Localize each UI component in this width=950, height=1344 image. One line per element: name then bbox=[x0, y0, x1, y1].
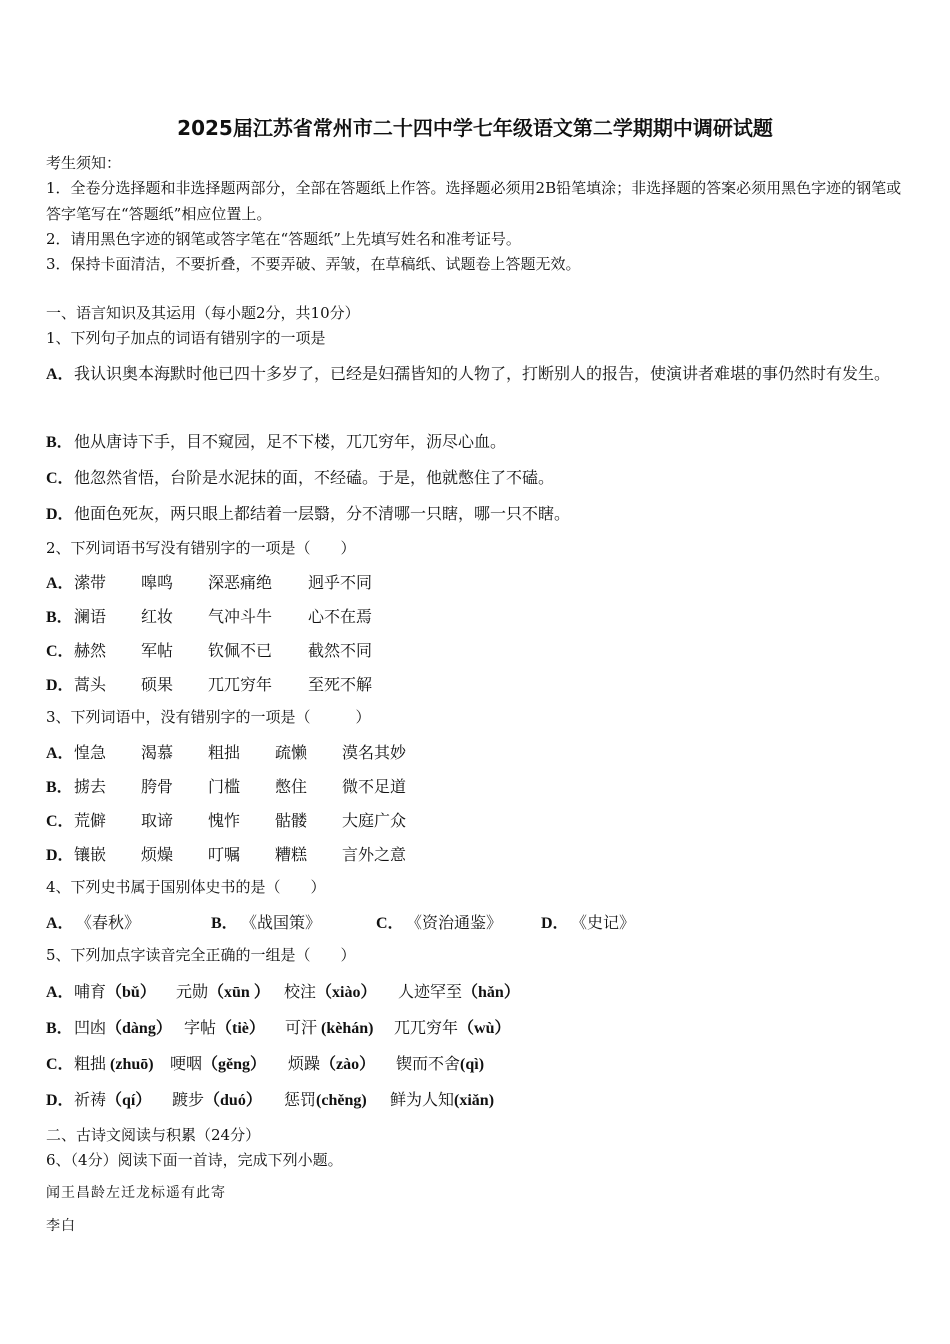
pinyin: （xūn ） bbox=[208, 984, 270, 1001]
word: 踱步 bbox=[172, 1090, 205, 1109]
q4-option-d[interactable] bbox=[541, 910, 635, 933]
q4-option-a[interactable] bbox=[46, 910, 211, 933]
word: 微不足道 bbox=[342, 777, 407, 796]
page-title: 2025届江苏省常州市二十四中学七年级语文第二学期期中调研试题 bbox=[177, 116, 773, 140]
option-text: 《资治通鉴》 bbox=[406, 913, 503, 932]
q2-option-b[interactable] bbox=[46, 604, 372, 627]
q5-stem: 5、下列加点字读音完全正确的一组是（ ） bbox=[46, 946, 356, 964]
word: 赫然 bbox=[74, 641, 107, 660]
option-text: 《史记》 bbox=[571, 913, 636, 932]
pinyin: （dàng） bbox=[106, 1020, 172, 1037]
q1-option-d[interactable] bbox=[46, 501, 570, 524]
word: 潆带 bbox=[74, 573, 107, 592]
q6-stem: 6、（4分）阅读下面一首诗，完成下列小题。 bbox=[46, 1151, 343, 1169]
word: 言外之意 bbox=[342, 845, 407, 864]
notice-item-3: 3．保持卡面清洁，不要折叠，不要弄破、弄皱，在草稿纸、试题卷上答题无效。 bbox=[46, 255, 581, 273]
word: 心不在焉 bbox=[308, 607, 373, 626]
word: 漠名其妙 bbox=[342, 743, 407, 762]
pinyin: （qí） bbox=[106, 1092, 152, 1109]
word: 糟糕 bbox=[275, 845, 308, 864]
word: 渴慕 bbox=[141, 743, 174, 762]
q5-option-b[interactable] bbox=[46, 1015, 510, 1038]
pinyin: （zào） bbox=[320, 1056, 376, 1073]
option-text: 《春秋》 bbox=[76, 913, 141, 932]
word: 凹凼 bbox=[74, 1018, 107, 1037]
word: 憋住 bbox=[275, 777, 308, 796]
q2-option-a[interactable] bbox=[46, 570, 372, 593]
word: 至死不解 bbox=[308, 675, 373, 694]
q3-option-a[interactable] bbox=[46, 740, 406, 763]
word: 掳去 bbox=[74, 777, 107, 796]
word: 哺育 bbox=[74, 982, 107, 1001]
pinyin: (qì) bbox=[460, 1056, 485, 1073]
option-key: B． bbox=[46, 779, 73, 796]
q2-option-c[interactable] bbox=[46, 638, 372, 661]
word: 哽咽 bbox=[170, 1054, 203, 1073]
option-key: B． bbox=[211, 915, 238, 932]
pinyin: （wù） bbox=[458, 1020, 511, 1037]
word: 兀兀穷年 bbox=[208, 675, 273, 694]
q3-option-c[interactable] bbox=[46, 808, 406, 831]
word: 硕果 bbox=[141, 675, 174, 694]
q1-stem: 1、下列句子加点的词语有错别字的一项是 bbox=[46, 329, 326, 347]
word: 截然不同 bbox=[308, 641, 373, 660]
word: 叮嘱 bbox=[208, 845, 241, 864]
option-key: C． bbox=[46, 813, 74, 830]
section2-heading: 二、古诗文阅读与积累（24分） bbox=[46, 1126, 261, 1144]
q4-option-b[interactable] bbox=[211, 910, 376, 933]
word: 字帖 bbox=[184, 1018, 217, 1037]
word: 迥乎不同 bbox=[308, 573, 373, 592]
pinyin: （tiè） bbox=[216, 1020, 265, 1037]
option-text: 他忽然省悟，台阶是水泥抹的面，不经磕。于是，他就憋住了不磕。 bbox=[74, 468, 555, 487]
word: 兀兀穷年 bbox=[394, 1018, 459, 1037]
option-key: D． bbox=[46, 847, 74, 864]
notice-heading: 考生须知： bbox=[46, 154, 122, 172]
word: 鲜为人知 bbox=[390, 1090, 455, 1109]
q5-option-a[interactable] bbox=[46, 979, 520, 1002]
pinyin: （hǎn） bbox=[462, 984, 520, 1001]
word: 钦佩不已 bbox=[208, 641, 273, 660]
q3-option-b[interactable] bbox=[46, 774, 406, 797]
word: 疏懒 bbox=[275, 743, 308, 762]
q1-option-b[interactable] bbox=[46, 429, 506, 452]
option-key: D． bbox=[46, 1092, 74, 1109]
q3-stem: 3、下列词语中，没有错别字的一项是（ ） bbox=[46, 708, 371, 726]
word: 烦燥 bbox=[141, 845, 174, 864]
word: 可汗 bbox=[285, 1018, 318, 1037]
word: 镶嵌 bbox=[74, 845, 107, 864]
option-key: A． bbox=[46, 745, 74, 762]
option-key: D． bbox=[46, 506, 74, 523]
option-key: D． bbox=[46, 677, 74, 694]
poem-title: 闻王昌龄左迁龙标遥有此寄 bbox=[46, 1185, 226, 1201]
q4-stem: 4、下列史书属于国别体史书的是（ ） bbox=[46, 878, 326, 896]
word: 深恶痛绝 bbox=[208, 573, 273, 592]
word: 骷髅 bbox=[275, 811, 308, 830]
section1-heading: 一、语言知识及其运用（每小题2分，共10分） bbox=[46, 304, 360, 322]
word: 军帖 bbox=[141, 641, 174, 660]
option-key: B． bbox=[46, 1020, 73, 1037]
word: 澜语 bbox=[74, 607, 107, 626]
q4-option-c[interactable] bbox=[376, 910, 541, 933]
word: 元勋 bbox=[176, 982, 209, 1001]
word: 大庭广众 bbox=[342, 811, 407, 830]
word: 锲而不舍 bbox=[396, 1054, 461, 1073]
word: 取谛 bbox=[141, 811, 174, 830]
option-text: 《战国策》 bbox=[241, 913, 322, 932]
option-key: A． bbox=[46, 915, 74, 932]
word: 胯骨 bbox=[141, 777, 174, 796]
option-key: B． bbox=[46, 609, 73, 626]
word: 人迹罕至 bbox=[398, 982, 463, 1001]
word: 蒿头 bbox=[74, 675, 107, 694]
option-key: A． bbox=[46, 984, 74, 1001]
option-key: B． bbox=[46, 434, 73, 451]
word: 祈祷 bbox=[74, 1090, 107, 1109]
option-key: A． bbox=[46, 575, 74, 592]
word: 嗥鸣 bbox=[141, 573, 174, 592]
option-key: C． bbox=[376, 915, 404, 932]
word: 烦躁 bbox=[288, 1054, 321, 1073]
word: 门槛 bbox=[208, 777, 241, 796]
word: 红妆 bbox=[141, 607, 174, 626]
pinyin: (zhuō) bbox=[106, 1056, 154, 1073]
q2-stem: 2、下列词语书写没有错别字的一项是（ ） bbox=[46, 539, 356, 557]
q2-option-d[interactable] bbox=[46, 672, 372, 695]
q1-option-a[interactable] bbox=[46, 356, 904, 393]
option-text: 他从唐诗下手，目不窥园，足不下楼，兀兀穷年，沥尽心血。 bbox=[74, 432, 507, 451]
word: 气冲斗牛 bbox=[208, 607, 273, 626]
q1-option-c[interactable] bbox=[46, 465, 554, 488]
notice-item-2: 2．请用黑色字迹的钢笔或答字笔在“答题纸”上先填写姓名和准考证号。 bbox=[46, 230, 521, 248]
option-key: C． bbox=[46, 470, 74, 487]
pinyin: （gěng） bbox=[202, 1056, 267, 1073]
pinyin: (chěng) bbox=[316, 1092, 367, 1109]
word: 惩罚 bbox=[284, 1090, 317, 1109]
q5-option-c[interactable] bbox=[46, 1051, 484, 1074]
option-key: D． bbox=[541, 915, 569, 932]
word: 荒僻 bbox=[74, 811, 107, 830]
word: 校注 bbox=[284, 982, 317, 1001]
pinyin: （xiào） bbox=[316, 984, 377, 1001]
word: 粗拙 bbox=[208, 743, 241, 762]
q4-options bbox=[46, 910, 635, 933]
pinyin: （bǔ） bbox=[106, 984, 156, 1001]
pinyin: (kèhán) bbox=[317, 1020, 374, 1037]
q3-option-d[interactable] bbox=[46, 842, 406, 865]
option-text: 我认识奥本海默时他已四十多岁了，已经是妇孺皆知的人物了，打断别人的报告，使演讲者难堪的事仍然时有发生。 bbox=[74, 364, 891, 383]
q5-option-d[interactable] bbox=[46, 1087, 494, 1110]
notice-item-1: 1．全卷分选择题和非选择题两部分，全部在答题纸上作答。选择题必须用2B铅笔填涂；非选择题的答案必须用黑色字迹的钢笔或答字笔写在“答题纸”相应位置上。 bbox=[46, 179, 902, 223]
pinyin: (xiǎn) bbox=[454, 1092, 495, 1109]
word: 愧怍 bbox=[208, 811, 241, 830]
pinyin: （duó） bbox=[204, 1092, 262, 1109]
option-text: 他面色死灰，两只眼上都结着一层翳，分不清哪一只瞎，哪一只不瞎。 bbox=[74, 504, 571, 523]
word: 粗拙 bbox=[74, 1054, 107, 1073]
option-key: C． bbox=[46, 1056, 74, 1073]
poet-name: 李白 bbox=[46, 1218, 76, 1234]
word: 惶急 bbox=[74, 743, 107, 762]
option-key: C． bbox=[46, 643, 74, 660]
option-key: A． bbox=[46, 366, 74, 383]
